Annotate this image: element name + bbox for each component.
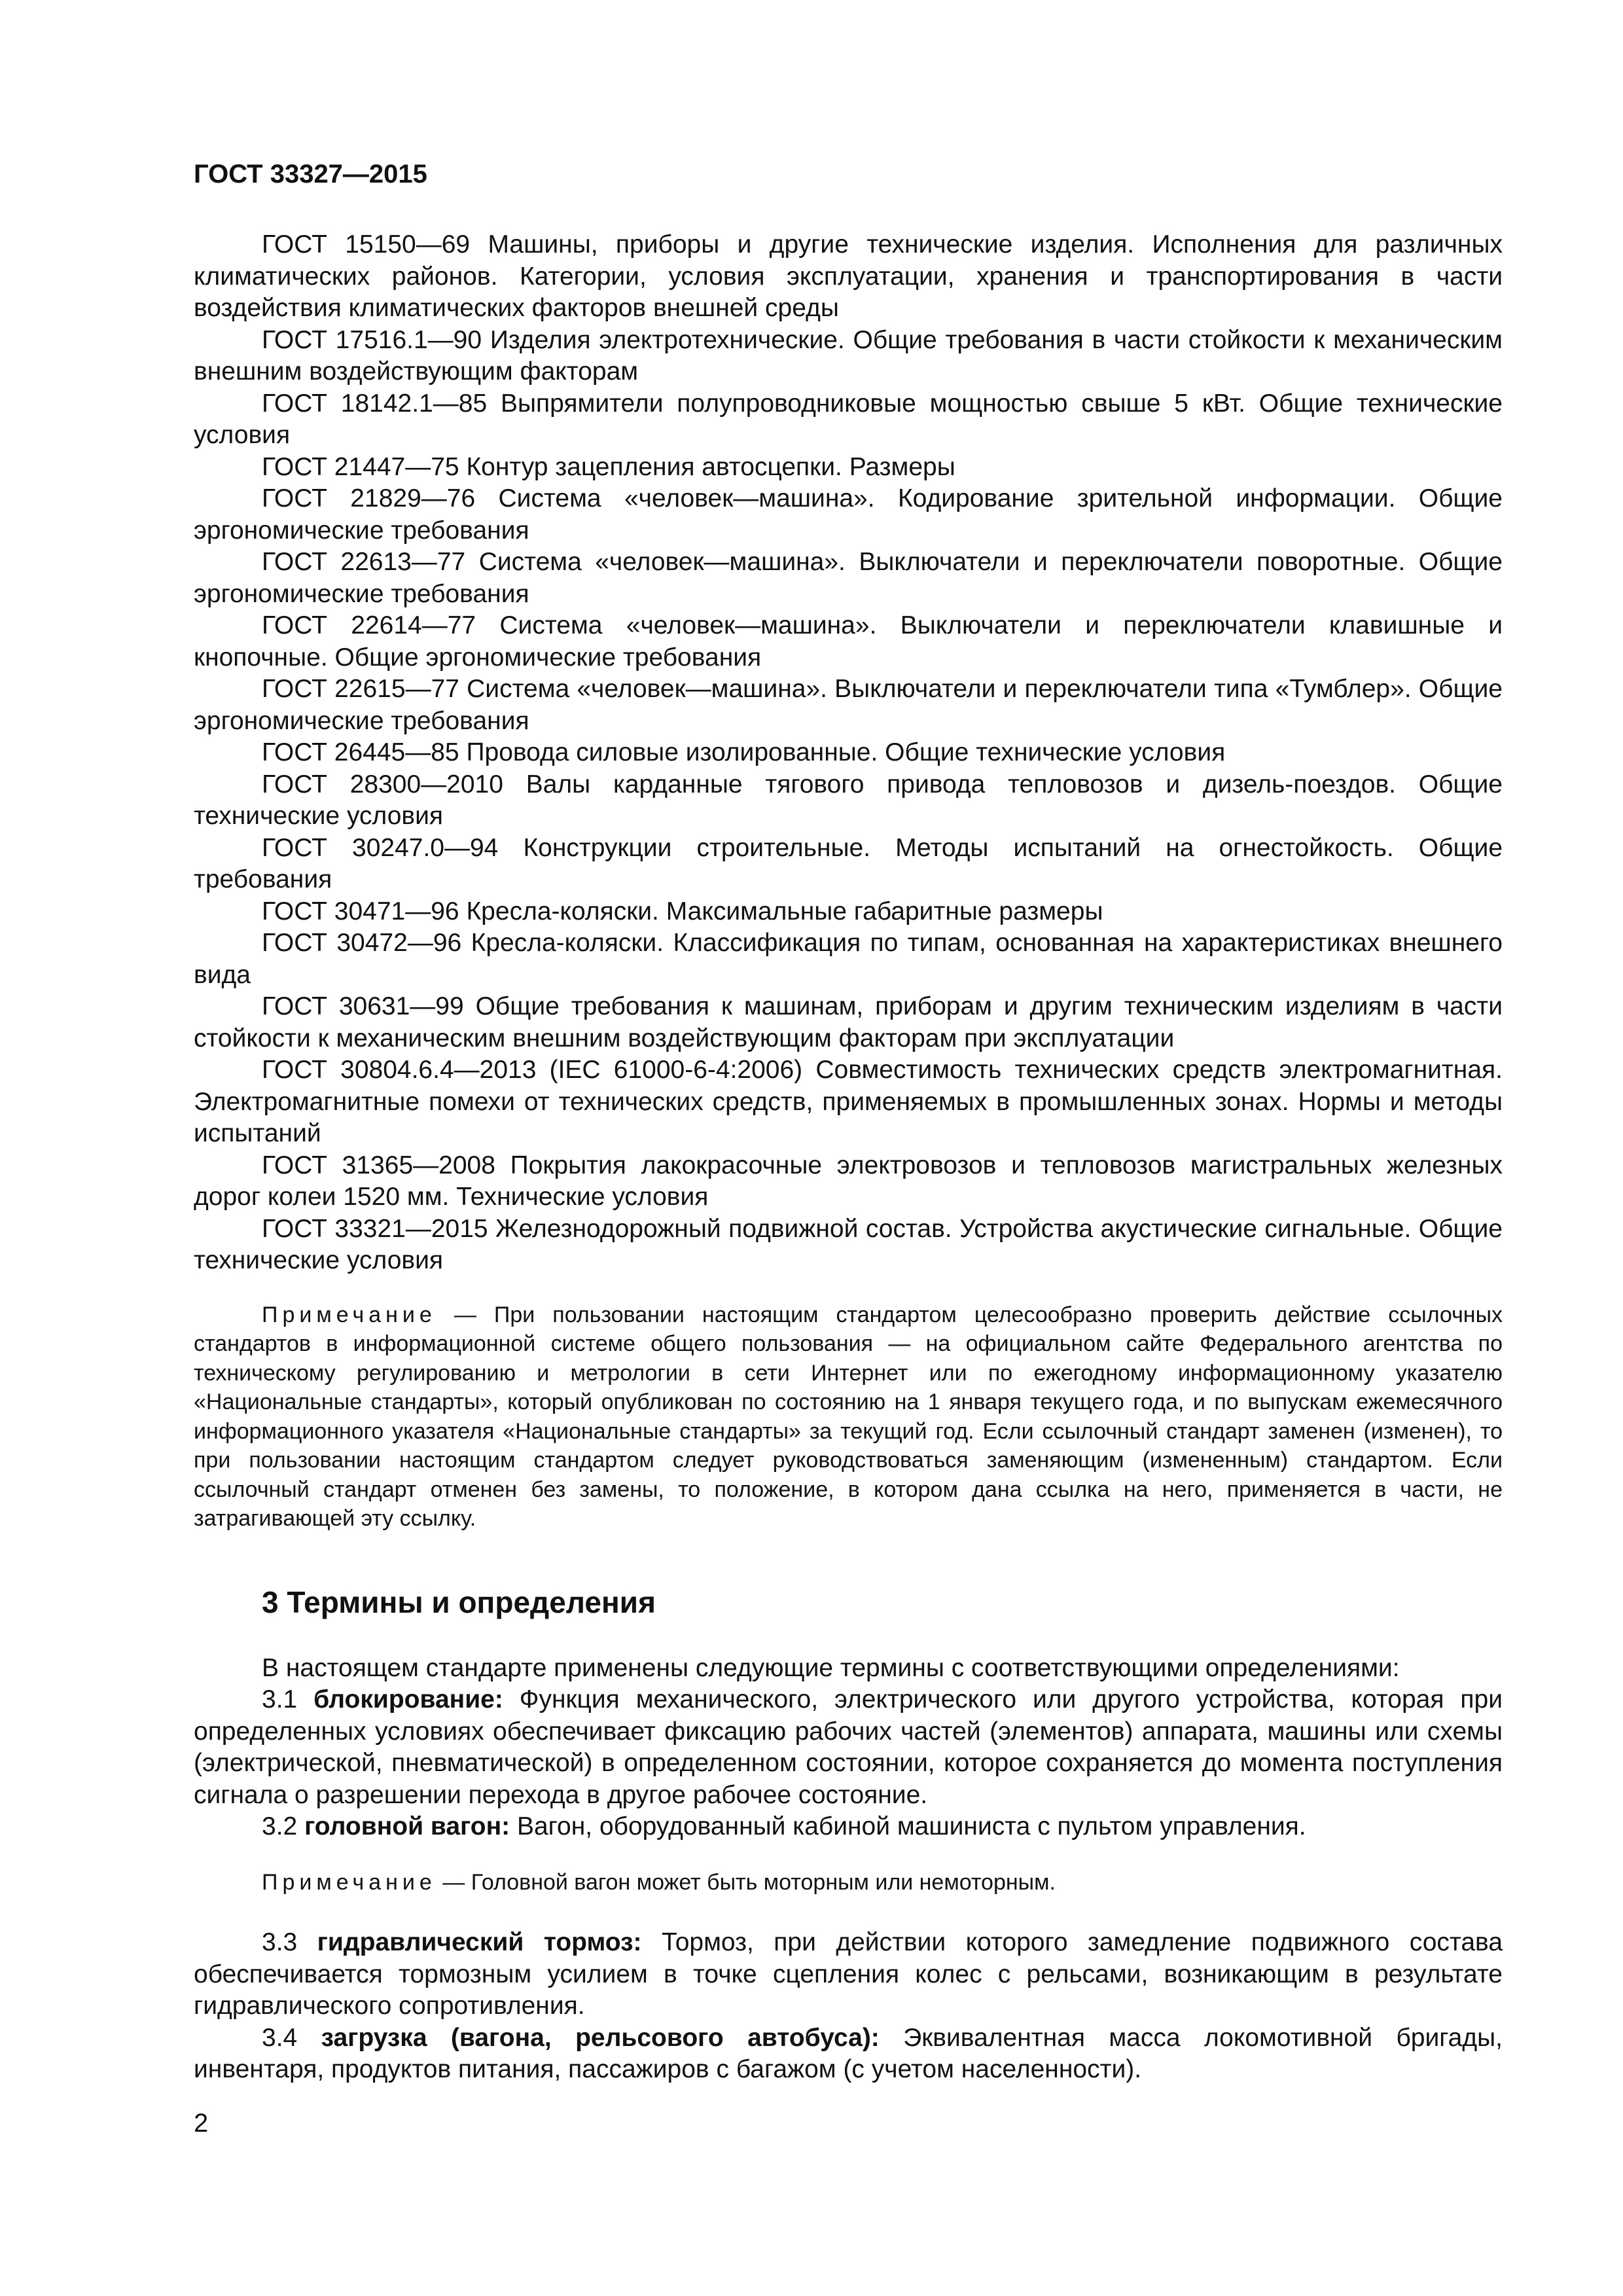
term-number: 3.2 [262,1812,298,1840]
note-text: — Головной вагон может быть моторным или немоторным. [442,1869,1056,1895]
term-definition: Тормоз, при действии которого замедление подвижного состава обеспечивается тормозным усилием в точке сцепления колес с рельсами, возникающим в результате гидравлического сопротивления. [194,1928,1503,2020]
document-header: ГОСТ 33327—2015 [194,160,427,188]
note-head-car [194,1868,1503,1897]
reference-item [194,388,1503,452]
reference-title: Машины, приборы и другие технические изделия. Исполнения для различных климатических районов. Категории, условия эксплуатации, хранения и транспортирования в части воздействия климатических факторов внешней среды [194,230,1503,322]
reference-title: Железнодорожный подвижной состав. Устройства акустические сигнальные. Общие технические условия [194,1214,1503,1274]
reference-code: ГОСТ 18142.1—85 [262,389,488,418]
reference-item [194,896,1503,928]
reference-item [194,547,1503,610]
reference-item [194,927,1503,991]
reference-title: Провода силовые изолированные. Общие технические условия [466,738,1226,766]
reference-item [194,737,1503,769]
reference-title: Система «человек—машина». Выключатели и переключатели клавишные и кнопочные. Общие эргономические требования [194,611,1503,672]
reference-item [194,1213,1503,1277]
reference-title: Выпрямители полупроводниковые мощностью свыше 5 кВт. Общие технические условия [194,389,1503,449]
reference-item [194,833,1503,896]
reference-title: Кресла-коляски. Максимальные габаритные размеры [466,897,1103,925]
term-item [194,1684,1503,1811]
reference-title: Контур зацепления автосцепки. Размеры [466,452,955,481]
reference-code: ГОСТ 15150—69 [262,230,471,259]
reference-item [194,452,1503,484]
section-intro: В настоящем стандарте применены следующие термины с соответствующими определениями: [262,1653,1400,1682]
reference-code: ГОСТ 33321—2015 [262,1214,488,1243]
reference-item [194,229,1503,325]
reference-item [194,325,1503,388]
term-item [194,1811,1503,1843]
reference-item [194,991,1503,1054]
term-definition: Эквивалентная масса локомотивной бригады, инвентаря, продуктов питания, пассажиров с багажом (с учетом населенности). [194,2023,1503,2083]
page-number: 2 [194,2109,209,2138]
references-list [194,229,1503,1277]
reference-item [194,769,1503,833]
reference-code: ГОСТ 30471—96 [262,897,459,925]
reference-item [194,673,1503,737]
reference-title: Система «человек—машина». Кодирование зрительной информации. Общие эргономические требования [194,484,1503,545]
reference-code: ГОСТ 22615—77 [262,675,459,703]
term-number: 3.4 [262,2023,298,2052]
term-number: 3.3 [262,1928,298,1956]
term-number: 3.1 [262,1685,298,1713]
reference-code: ГОСТ 22613—77 [262,548,466,576]
reference-item [194,483,1503,547]
term-definition: Вагон, оборудованный кабиной машиниста с пультом управления. [516,1812,1306,1840]
reference-item [194,610,1503,673]
reference-item [194,1150,1503,1213]
reference-title: Изделия электротехнические. Общие требования в части стойкости к механическим внешним воздействующим факторам [194,325,1503,386]
note-label: Примечание [262,1869,437,1895]
reference-code: ГОСТ 28300—2010 [262,770,503,798]
note-text: — При пользовании настоящим стандартом целесообразно проверить действие ссылочных стандартов в информационной системе общего пользования — на официальном сайте Федерального агентства по техническому регулированию и метрологии в сети Интернет или по ежегодному информационному указателю «Национальные стандарты», который опубликован по состоянию на 1 января текущего года, и по выпускам ежемесячного информационного указателя «Национальные стандарты» за текущий год. Если ссылочный стандарт заменен (изменен), то при пользовании настоящим стандартом следует руководствоваться заменяющим (измененным) стандартом. Если ссылочный стандарт отменен без замены, то положение, в котором дана ссылка на него, применяется в части, не затрагивающей эту ссылку. [194,1302,1503,1531]
reference-code: ГОСТ 17516.1—90 [262,325,482,354]
reference-title: Совместимость технических средств электромагнитная. Электромагнитные помехи от технических средств, применяемых в промышленных зонах. Нормы и методы испытаний [194,1056,1503,1147]
reference-title: Покрытия лакокрасочные электровозов и тепловозов магистральных железных дорог колеи 1520 мм. Технические условия [194,1151,1503,1211]
reference-title: Конструкции строительные. Методы испытаний на огнестойкость. Общие требования [194,833,1503,893]
reference-code: ГОСТ 30472—96 [262,929,462,957]
reference-code: ГОСТ 26445—85 [262,738,459,766]
reference-title: Валы карданные тягового привода тепловозов и дизель-поездов. Общие технические условия [194,770,1503,830]
term-name: загрузка (вагона, рельсового автобуса): [321,2023,880,2052]
reference-code: ГОСТ 22614—77 [262,611,476,639]
reference-item [194,1054,1503,1150]
page-content [194,229,1503,2086]
reference-code: ГОСТ 21447—75 [262,452,459,481]
reference-code: ГОСТ 30804.6.4—2013 (IEC 61000-6-4:2006) [262,1056,803,1084]
section-title: 3 Термины и определения [262,1585,656,1619]
term-item [194,2022,1503,2086]
note-label: Примечание [262,1302,437,1327]
reference-code: ГОСТ 30247.0—94 [262,833,499,862]
reference-code: ГОСТ 30631—99 [262,992,464,1020]
reference-title: Кресла-коляски. Классификация по типам, основанная на характеристиках внешнего вида [194,929,1503,989]
term-item [194,1927,1503,2022]
reference-title: Система «человек—машина». Выключатели и переключатели поворотные. Общие эргономические требования [194,548,1503,608]
term-name: головной вагон: [304,1812,510,1840]
term-name: блокирование: [313,1685,503,1713]
term-definition: Функция механического, электрического или другого устройства, которая при определенных условиях обеспечивает фиксацию рабочих частей (элементов) аппарата, машины или схемы (электрической, пневматической) в определенном состоянии, которое сохраняется до момента поступления сигнала о разрешении перехода в другое рабочее состояние. [194,1685,1503,1809]
note-references [194,1300,1503,1534]
reference-code: ГОСТ 31365—2008 [262,1151,495,1179]
term-name: гидравлический тормоз: [317,1928,642,1956]
reference-code: ГОСТ 21829—76 [262,484,476,512]
reference-title: Общие требования к машинам, приборам и другим техническим изделиям в части стойкости к механическим внешним воздействующим факторам при эксплуатации [194,992,1503,1052]
reference-title: Система «человек—машина». Выключатели и переключатели типа «Тумблер». Общие эргономические требования [194,675,1503,735]
